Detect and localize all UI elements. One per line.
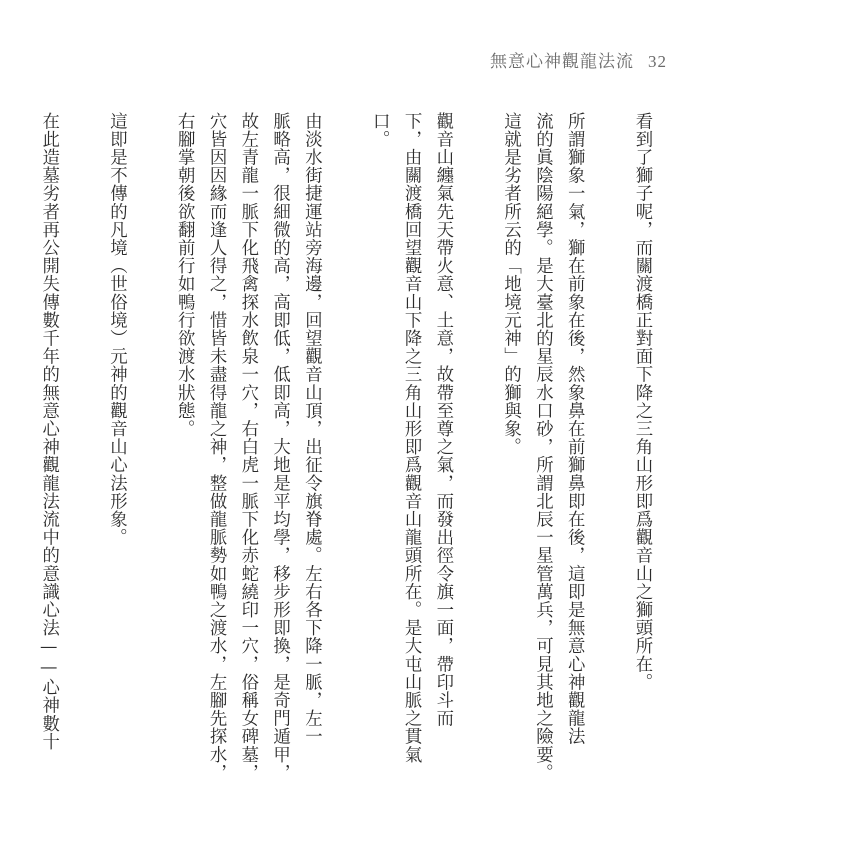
text-column: 右腳掌朝後欲翻前行如鴨行欲渡水狀態。 [174, 112, 195, 438]
text-column: 故左青龍一脈下化飛禽探水飲泉一穴，右白虎一脈下化赤蛇繞印一穴，俗稱女碑墓， [237, 112, 258, 782]
text-column: 穴皆因因緣而逢人得之，惜皆未盡得龍之神，整做龍脈勢如鴨之渡水，左腳先探水， [206, 112, 227, 782]
book-title: 無意心神觀龍法流 [490, 52, 634, 72]
text-column: 在此造墓劣者再公開失傳數千年的無意心神觀龍法流中的意識心法——心神數十 [38, 112, 59, 751]
text-column: 所謂獅象一氣，獅在前象在後，然象鼻在前獅鼻即在後，這即是無意心神觀龍法 [564, 112, 585, 746]
running-header [490, 47, 667, 72]
text-column: 觀音山纏氣先天帶火意、土意，故帶至尊之氣，而發出徑令旗一面，帶印斗而 [432, 112, 453, 728]
text-column: 這即是不傳的凡境（世俗境）元神的觀音山心法形象。 [106, 112, 127, 547]
text-column: 下，由關渡橋回望觀音山下降之三角山形即爲觀音山龍頭所在。是大屯山脈之貫氣 [401, 112, 422, 764]
text-column: 流的眞陰陽絕學。是大臺北的星辰水口砂，所謂北辰一星管萬兵，可見其地之險要。 [532, 112, 553, 782]
text-column: 由淡水街捷運站旁海邊，回望觀音山頂，出征令旗脊處。左右各下降一脈，左一 [301, 112, 322, 746]
page-number: 32 [648, 52, 667, 71]
text-column: 看到了獅子呢，而關渡橋正對面下降之三角山形即爲觀音山之獅頭所在。 [632, 112, 652, 692]
text-column: 這就是劣者所云的「地境元神」的獅與象。 [500, 112, 521, 456]
text-column: 脈略高，很細微的高，高即低，低即高，大地是平均學，移步形即換，是奇門遁甲， [269, 112, 290, 782]
text-column: 口。 [369, 112, 390, 149]
vertical-text-body [32, 112, 657, 782]
